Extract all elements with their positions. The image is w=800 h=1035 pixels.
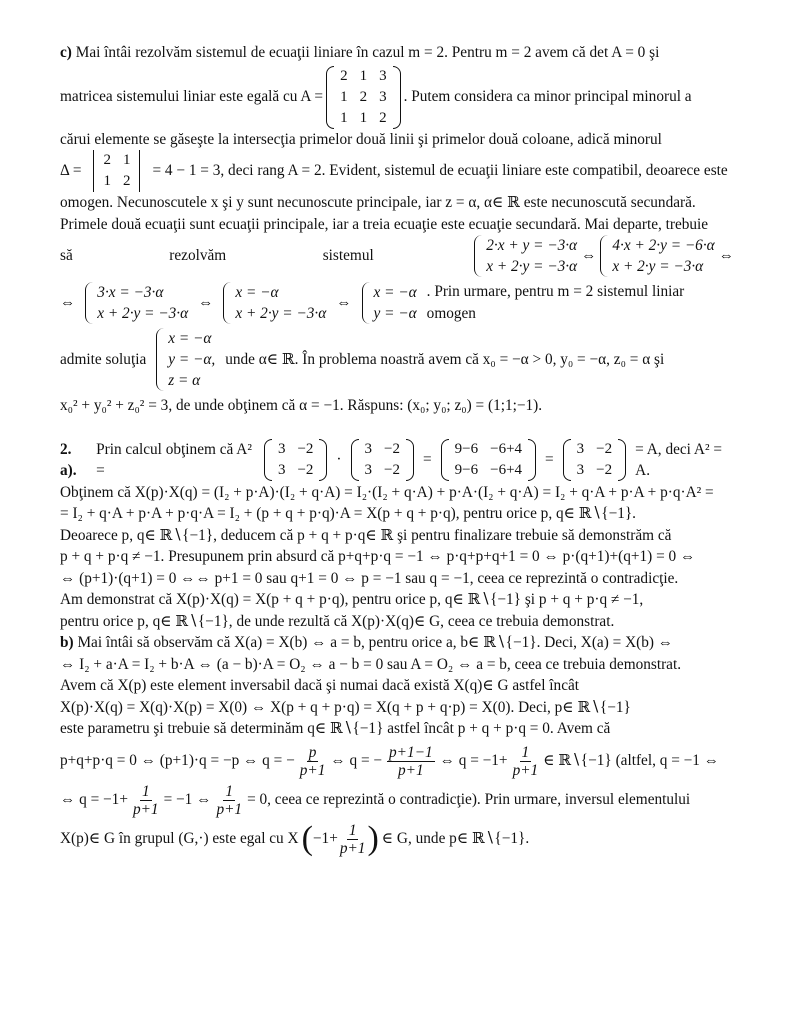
p2-line-3: = I₂ + q·A + p·A + p·q·A = I₂ + (p + q + p·q)·A = X(p + q + p·q), pentru orice p, q∈ ℝ∖{−1}. [60,505,637,522]
matrix-a2-left-cell: 3 [277,462,286,478]
p2-line-2: Obţinem că X(p)·X(q) = (I₂ + p·A)·(I₂ + q·A) = I₂·(I₂ + q·A) + p·A·(I₂ + q·A) = I₂ + q·A + p·A + p·q·A² = [60,483,714,501]
matrix-a2-right-cell: 3 [364,441,373,457]
matrix-a-cell: 1 [340,109,348,126]
matrix-product-cell: 9−6 [454,462,479,478]
p2-line-1: 2. a). Prin calcul obţinem că A² = 3 −2 3 −2 · 3 −2 3 −2 = 9−6 −6+4 9−6 −6+4 = 3 −2 3 −2 = A, deci A² = A. [60,440,722,479]
matrix-product [441,439,536,481]
p2-line-12: X(p)·X(q) = X(q)·X(p) = X(0) ⇔ X(p + q + p·q) = X(q + p + q·p) = X(0). Deci, p∈ ℝ∖{−1} [60,698,631,716]
matrix-result [563,439,626,481]
p2-line-14: p+q+p·q = 0 ⇔ (p+1)·q = −p ⇔ q = − $\frac{p}{p+1}$ ⇔ q = − $\frac{p+1-1}{p+1}$ ⇔ q = −1+ $\frac{1}{p+1}$ ∈ ℝ∖{−1} (altfel, q = −1 ⇔ [60,743,720,779]
c-line-8: ⇔ 3·x = −3·α x + 2·y = −3·α ⇔ x = −α x + 2·y = −3·α ⇔ x = −α y = −α . Prin urmare, pentru m = 2 sistemul liniar omogen [60,283,685,322]
matrix-a2-right-cell: −2 [384,462,400,478]
c-line-6: Primele două ecuaţii sunt ecuaţii principale, iar a treia ecuaţie este ecuaţie secundară. Mai departe, trebuie [60,215,709,233]
matrix-product-cell: 9−6 [454,441,479,457]
c-line-7: să rezolvăm sistemul 2·x + y = −3·α x + 2·y = −3·α ⇔ 4·x + 2·y = −6·α x + 2·y = −3·α ⇔ [60,237,734,275]
document-page [60,42,734,857]
c-line-9: admite soluţia x = −α y = −α, z = α unde α∈ ℝ. În problema noastră avem că x₀ = −α > 0, y₀ = −α, z₀ = α şi [60,330,665,389]
c-line-10: x₀² + y₀² + z₀² = 3, de unde obţinem că α = −1. Răspuns: (x₀; y₀; z₀) = (1;1;−1). [60,397,543,414]
matrix-result-cell: 3 [576,441,585,457]
system-f: x = −α y = −α, z = α [156,328,215,391]
p2-line-10: ⇔ I₂ + a·A = I₂ + b·A ⇔ (a − b)·A = O₂ ⇔ a − b = 0 sau A = O₂ ⇔ a = b, ceea ce trebuia demonstrat. [60,655,682,673]
p2-line-4: Deoarece p, q∈ ℝ∖{−1}, deducem că p + q + p·q∈ ℝ şi pentru finalizare trebuie să demonstrăm că [60,526,672,544]
matrix-a-cell: 1 [340,88,348,105]
matrix-a2-right-cell: −2 [384,441,400,457]
matrix-a2-left-cell: 3 [277,441,286,457]
matrix-a-cell: 2 [340,67,348,84]
minor-cell: 1 [122,152,131,168]
matrix-a2-right [351,439,414,481]
matrix-a-cell: 2 [359,88,368,105]
p2-line-16: X(p)∈ G în grupul (G,·) este egal cu X ( −1+ $\frac{1}{p+1}$ ) ∈ G, unde p∈ ℝ∖{−1}. [60,820,530,857]
minor-delta [90,150,143,192]
p2-line-8: pentru orice p, q∈ ℝ∖{−1}, de unde rezultă că X(p)·X(q)∈ G, ceea ce trebuia demonstrat. [60,612,615,630]
c-line-4: Δ = 2 1 1 2 = 4 − 1 = 3, deci rang A = 2. Evident, sistemul de ecuaţii liniare este compatibil, deoarece este [60,150,734,192]
matrix-a2-right-cell: 3 [364,462,373,478]
system-d: x = −α x + 2·y = −3·α [223,282,326,324]
minor-cell: 2 [103,152,111,168]
p2-line-9: b) Mai întâi să observăm că X(a) = X(b) ⇔ a = b, pentru orice a, b∈ ℝ∖{−1}. Deci, X(a) = X(b) ⇔ [60,634,674,651]
system-b: 4·x + 2·y = −6·α x + 2·y = −3·α [600,235,714,277]
p2-line-6: ⇔ (p+1)·(q+1) = 0 ⇔⇔ p+1 = 0 sau q+1 = 0 ⇔ p = −1 sau q = −1, ceea ce reprezintă o contradicţie. [60,569,679,587]
matrix-a2-left-cell: −2 [297,441,314,457]
matrix-product-cell: −6+4 [490,462,523,478]
p2-line-15: ⇔ q = −1+ $\frac{1}{p+1}$ = −1 ⇔ $\frac{1}{p+1}$ = 0, ceea ce reprezintă o contradicţie). Prin urmare, inversul elementului [60,782,691,818]
matrix-a-cell: 3 [379,88,387,105]
c-line-3: cărui elemente se găseşte la intersecţia primelor două linii şi primelor două coloane, adică minorul [60,130,662,148]
p2-line-13: este parametru şi trebuie să determinăm q∈ ℝ∖{−1} astfel încât p + q + p·q = 0. Avem că [60,720,611,737]
matrix-a2-left-cell: −2 [297,462,314,478]
c-line-5: omogen. Necunoscutele x şi y sunt necunoscute principale, iar z = α, α∈ ℝ este necunoscută secundară. [60,194,696,211]
p2-line-11: Avem că X(p) este element inversabil dacă şi numai dacă există X(q)∈ G astfel încât [60,677,580,694]
matrix-a2-left [264,439,327,481]
p2-line-7: Am demonstrat că X(p)·X(q) = X(p + q + p·q), pentru orice p, q∈ ℝ∖{−1} şi p + q + p·q ≠ −1, [60,591,644,608]
matrix-a-cell: 2 [379,109,387,126]
matrix-a [326,66,401,129]
matrix-a-cell: 1 [359,67,368,84]
system-e: x = −α y = −α [362,282,417,324]
minor-cell: 1 [103,173,111,189]
system-c: 3·x = −3·α x + 2·y = −3·α [85,282,188,324]
system-a: 2·x + y = −3·α x + 2·y = −3·α [474,235,577,277]
matrix-product-cell: −6+4 [490,441,523,457]
p2-line-5: p + q + p·q ≠ −1. Presupunem prin absurd că p+q+p·q = −1 ⇔ p·q+p+q+1 = 0 ⇔ p·(q+1)+(q+1) = 0 ⇔ [60,548,696,565]
matrix-a-cell: 3 [379,67,387,84]
matrix-result-cell: −2 [596,462,613,478]
matrix-result-cell: −2 [596,441,613,457]
c-line-2: matricea sistemului liniar este egală cu A = 2 1 3 1 2 3 1 1 2 . Putem considera ca minor principal minorul a [60,66,734,129]
c-line-1: c) Mai întâi rezolvăm sistemul de ecuaţii liniare în cazul m = 2. Pentru m = 2 avem că det A = 0 şi [60,44,660,61]
minor-cell: 2 [122,173,131,189]
matrix-result-cell: 3 [576,462,585,478]
matrix-a-cell: 1 [359,109,368,126]
